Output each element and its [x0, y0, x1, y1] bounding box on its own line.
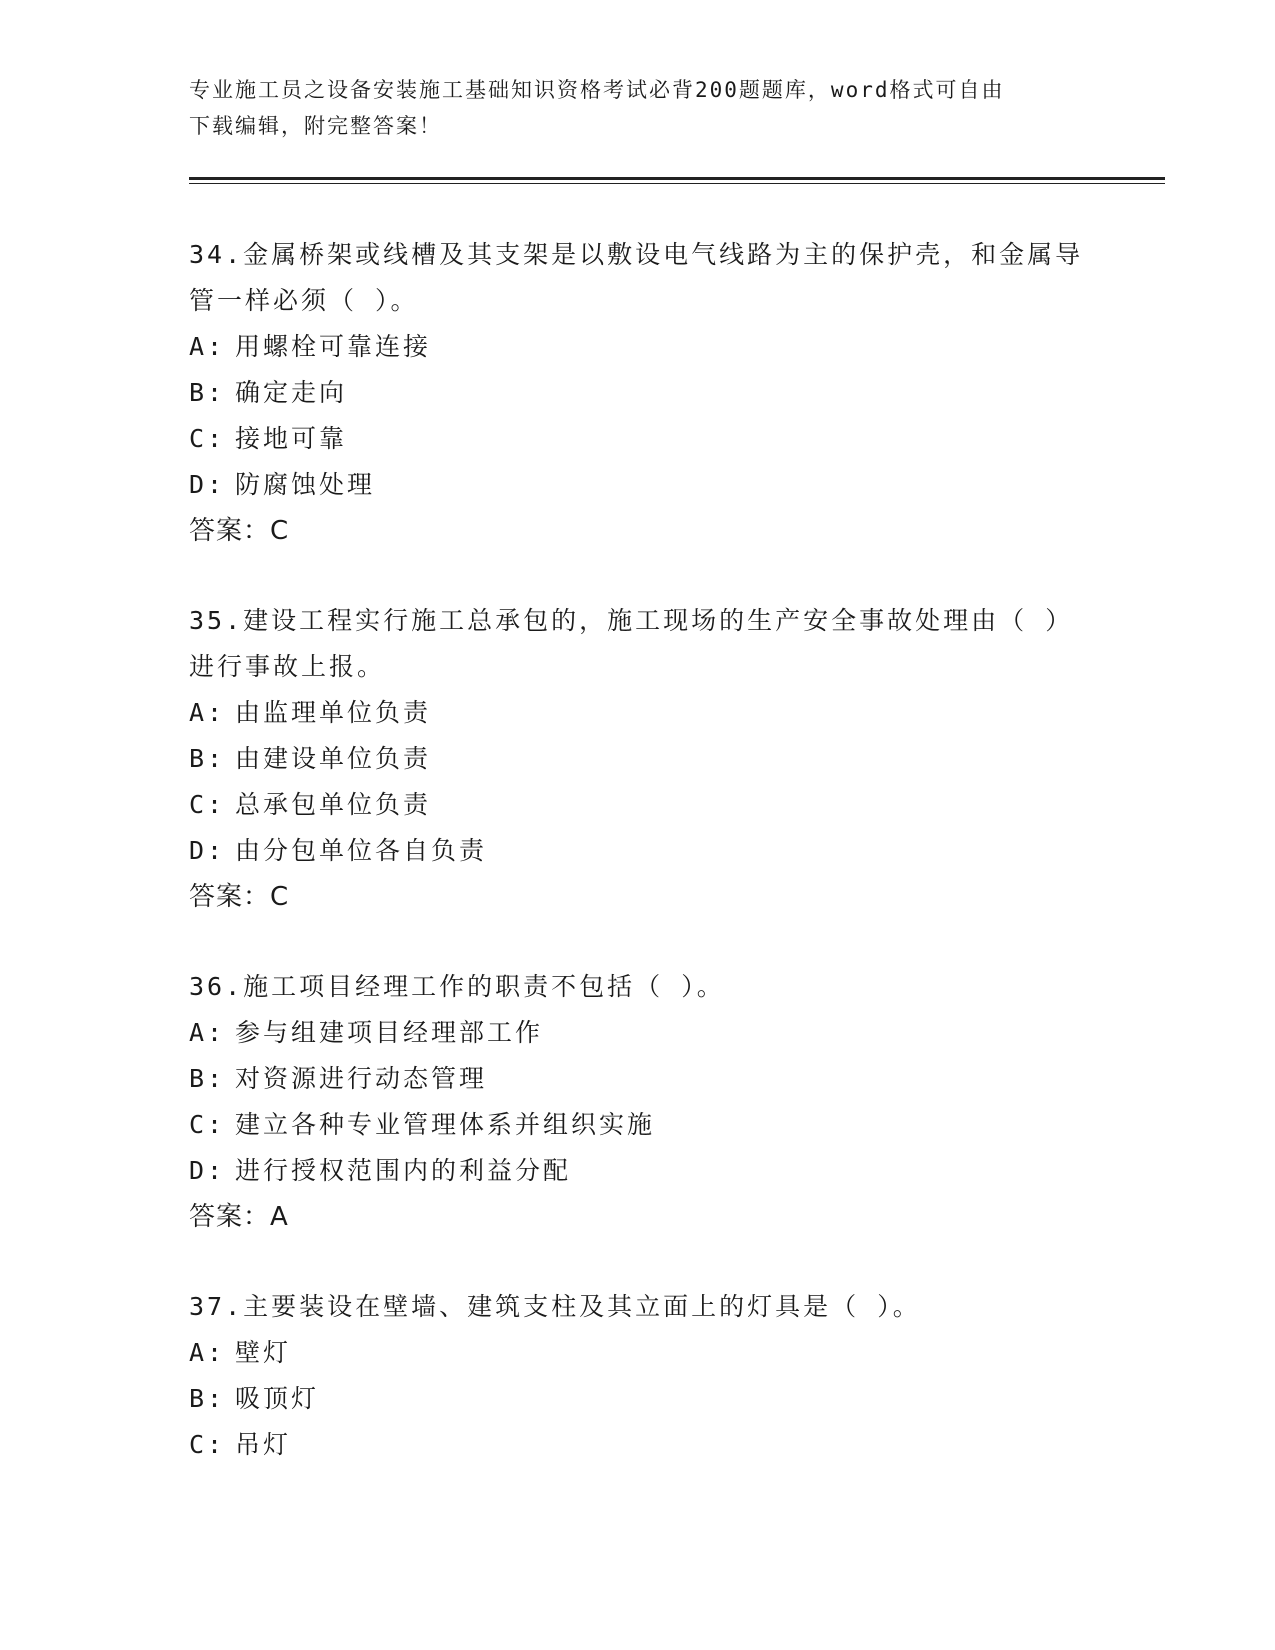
option-text: 由建设单位负责: [235, 744, 432, 773]
option-text: 进行授权范围内的利益分配: [235, 1156, 572, 1185]
answer-option: [189, 1330, 1089, 1376]
option-text: 总承包单位负责: [235, 790, 432, 819]
option-text: 确定走向: [235, 378, 348, 407]
answer-option: [189, 736, 1089, 782]
question-block: [189, 1284, 1089, 1468]
answer-option: [189, 1422, 1089, 1468]
header-divider-thick: [189, 177, 1165, 180]
option-letter: B:: [189, 744, 226, 773]
option-text: 参与组建项目经理部工作: [235, 1018, 544, 1047]
option-text: 由监理单位负责: [235, 698, 432, 727]
answer-option: [189, 1148, 1089, 1194]
answer-option: [189, 370, 1089, 416]
option-text: 防腐蚀处理: [235, 470, 376, 499]
option-letter: C:: [189, 790, 226, 819]
option-letter: C:: [189, 424, 226, 453]
answer-option: [189, 1056, 1089, 1102]
question-stem: 36.施工项目经理工作的职责不包括（ ）。: [189, 972, 725, 1001]
document-header: [189, 72, 1089, 144]
option-text: 对资源进行动态管理: [235, 1064, 488, 1093]
question-stem: 34.金属桥架或线槽及其支架是以敷设电气线路为主的保护壳，和金属导管一样必须（ ）。: [189, 240, 1084, 315]
answer-option: [189, 782, 1089, 828]
answer-option: [189, 1102, 1089, 1148]
answer-option: [189, 1376, 1089, 1422]
option-letter: C:: [189, 1430, 226, 1459]
header-title-line-2: 下载编辑，附完整答案！: [189, 114, 442, 138]
answer-key: 答案：C: [189, 516, 290, 546]
answer-option: [189, 416, 1089, 462]
option-letter: B:: [189, 378, 226, 407]
option-text: 吸顶灯: [235, 1384, 320, 1413]
answer-option: [189, 828, 1089, 874]
option-text: 吊灯: [235, 1430, 292, 1459]
answer-key: 答案：C: [189, 882, 290, 912]
answer-option: [189, 1010, 1089, 1056]
option-text: 壁灯: [235, 1338, 292, 1367]
option-letter: A:: [189, 332, 226, 361]
option-text: 由分包单位各自负责: [235, 836, 488, 865]
question-block: [189, 964, 1089, 1240]
option-text: 建立各种专业管理体系并组织实施: [235, 1110, 656, 1139]
question-stem: 37.主要装设在壁墙、建筑支柱及其立面上的灯具是（ ）。: [189, 1292, 921, 1321]
header-title-line-1: 专业施工员之设备安装施工基础知识资格考试必背200题题库，word格式可自由: [189, 78, 1005, 102]
option-letter: B:: [189, 1064, 226, 1093]
option-letter: A:: [189, 1338, 226, 1367]
option-letter: D:: [189, 1156, 226, 1185]
question-list: [189, 232, 1089, 1512]
option-text: 用螺栓可靠连接: [235, 332, 432, 361]
option-letter: B:: [189, 1384, 226, 1413]
answer-option: [189, 690, 1089, 736]
answer-option: [189, 462, 1089, 508]
header-divider-thin: [189, 183, 1165, 184]
answer-key: 答案：A: [189, 1202, 289, 1232]
option-letter: A:: [189, 1018, 226, 1047]
question-block: [189, 598, 1089, 920]
option-letter: C:: [189, 1110, 226, 1139]
answer-option: [189, 324, 1089, 370]
option-letter: D:: [189, 470, 226, 499]
question-stem: 35.建设工程实行施工总承包的，施工现场的生产安全事故处理由（ ）进行事故上报。: [189, 606, 1074, 681]
option-letter: A:: [189, 698, 226, 727]
option-text: 接地可靠: [235, 424, 348, 453]
question-block: [189, 232, 1089, 554]
option-letter: D:: [189, 836, 226, 865]
